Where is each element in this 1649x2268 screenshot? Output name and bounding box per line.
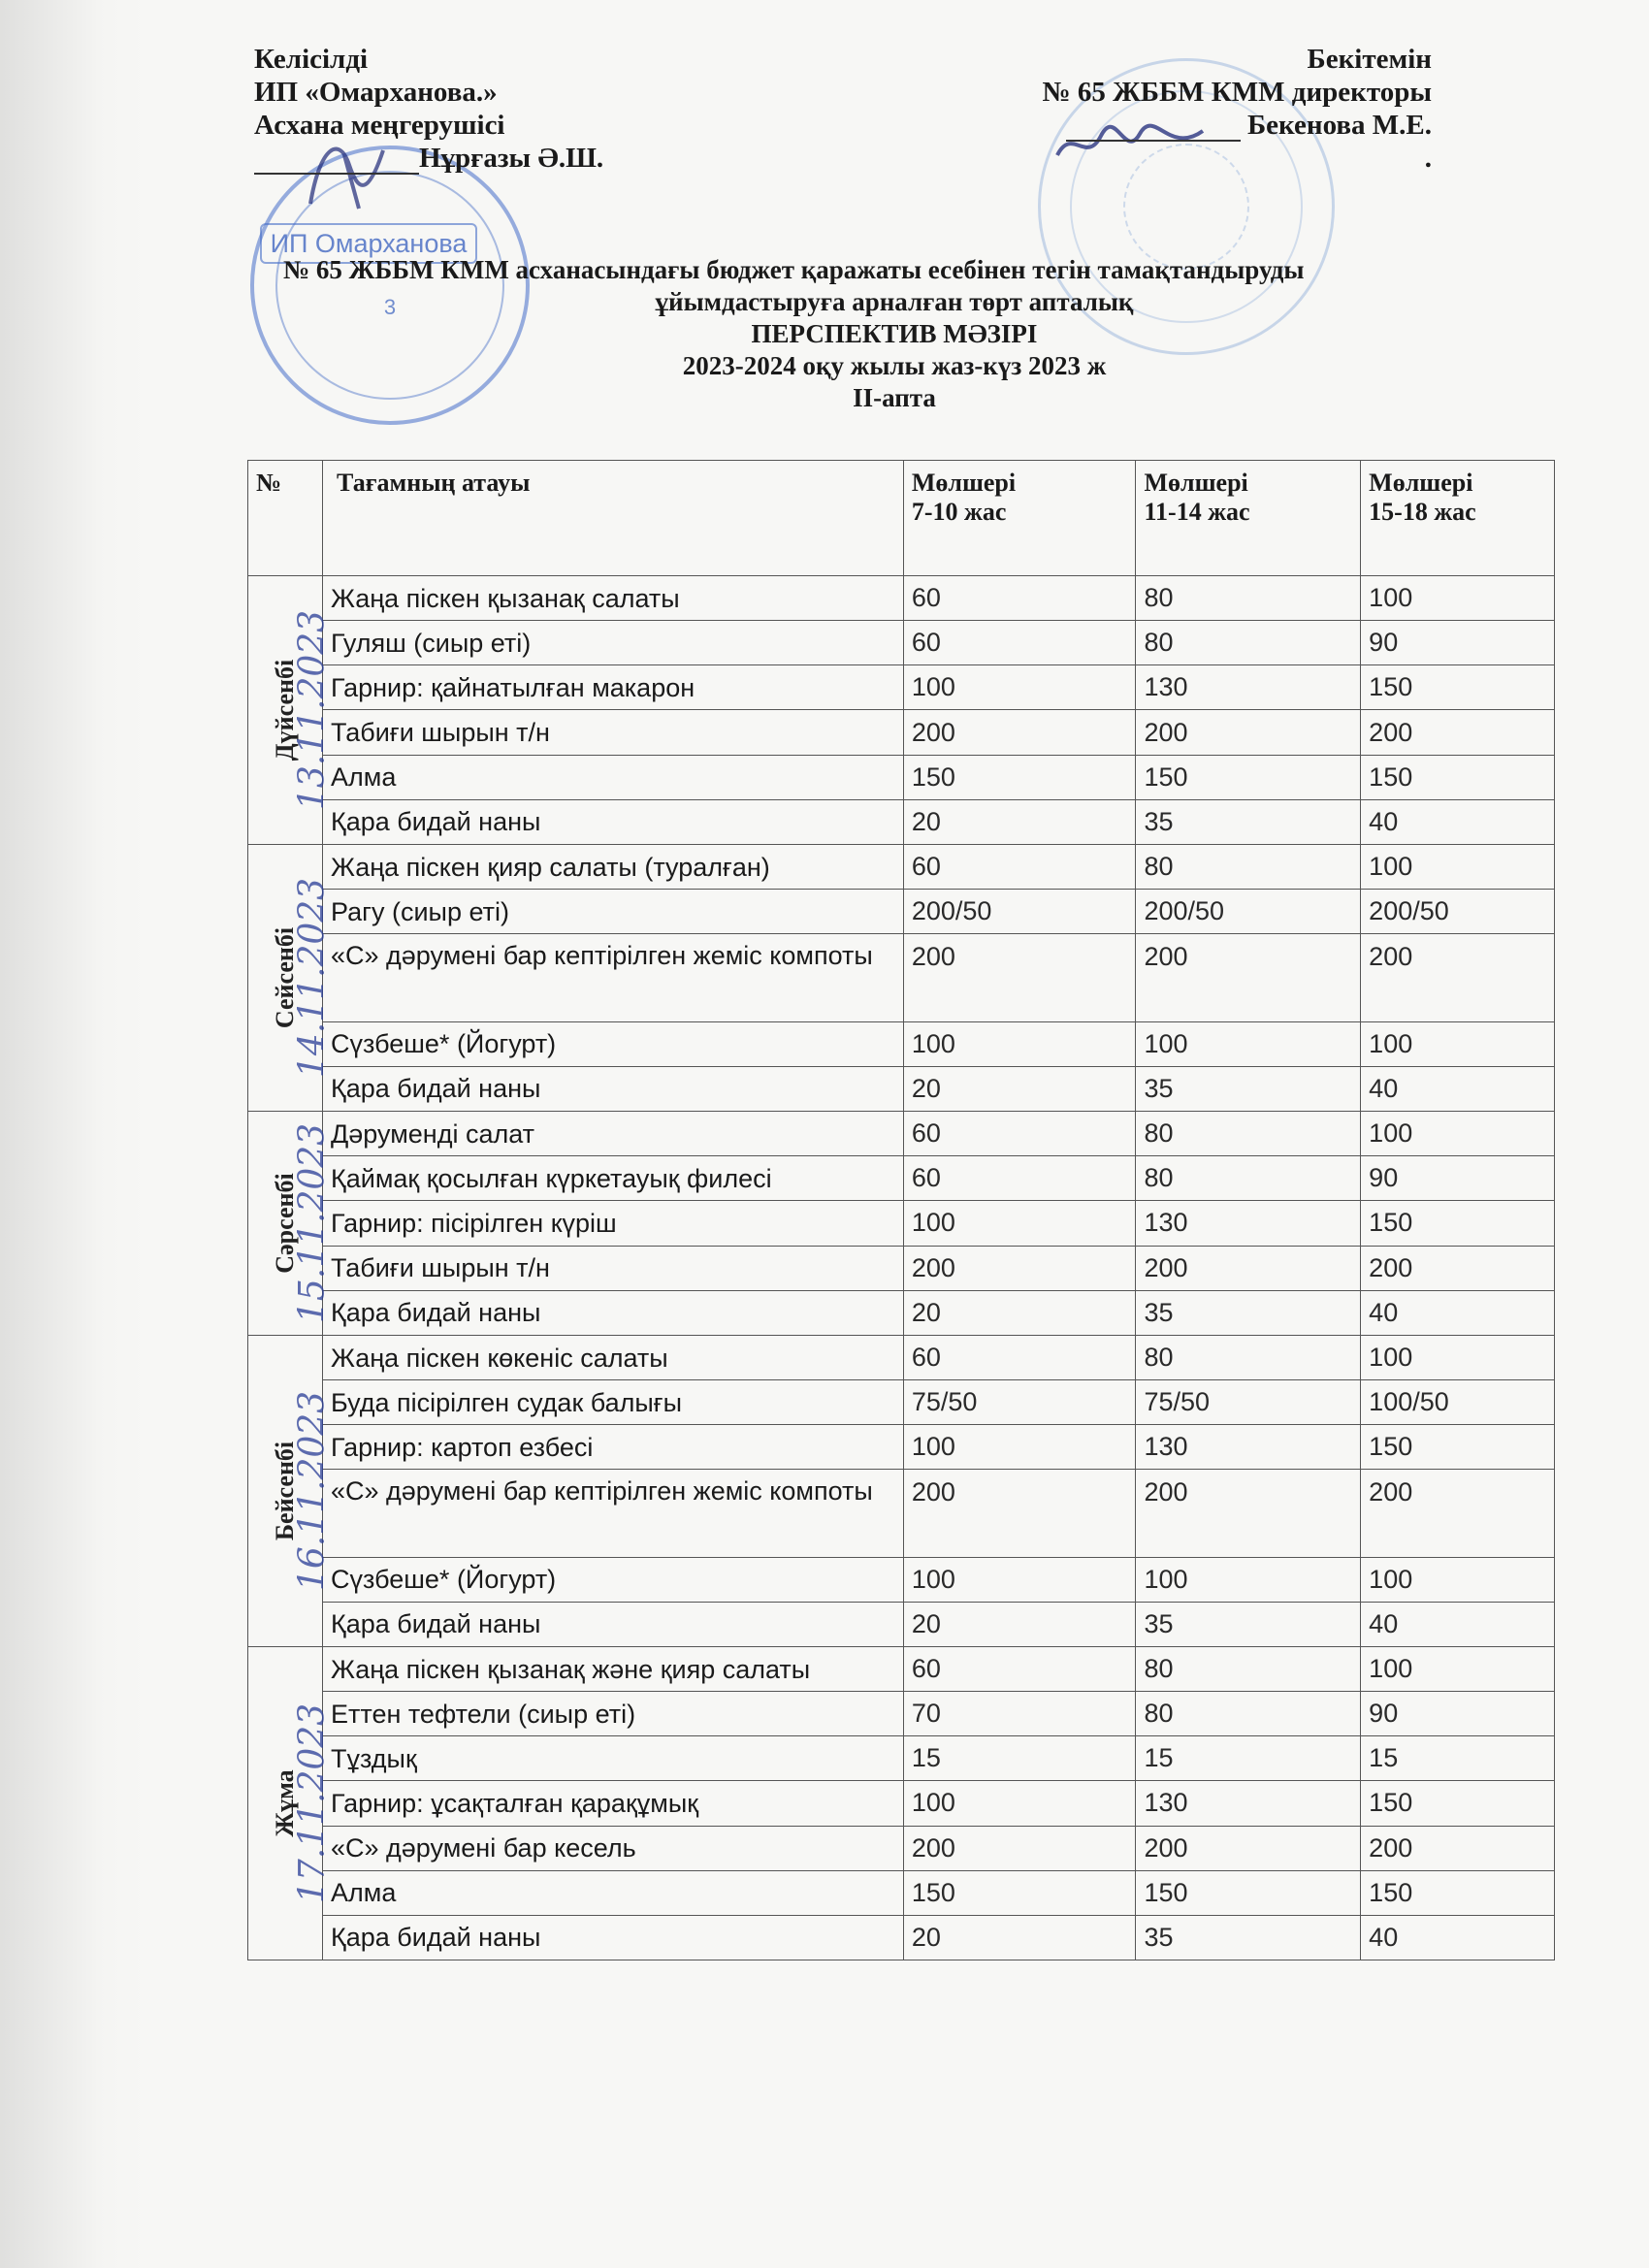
table-row: [248, 1246, 1555, 1290]
portion-15-18: 150: [1361, 1870, 1555, 1915]
portion-11-14: 80: [1136, 621, 1361, 665]
portion-11-14: 200: [1136, 1470, 1361, 1558]
day-date-handwritten: 13.11.2023: [292, 609, 333, 811]
company-name: ИП «Омарханова.»: [254, 77, 498, 108]
day-date-handwritten: 14.11.2023: [292, 877, 333, 1079]
table-row: [248, 1870, 1555, 1915]
dish-name: Рагу (сиыр еті): [323, 890, 904, 934]
dish-name: «С» дәрумені бар кептірілген жеміс компоты: [323, 934, 904, 1022]
portion-15-18: 40: [1361, 1290, 1555, 1335]
dish-name: Гарнир: қайнатылған макарон: [323, 665, 904, 710]
portion-15-18: 90: [1361, 1156, 1555, 1201]
dish-name: Гуляш (сиыр еті): [323, 621, 904, 665]
dish-name: «С» дәрумені бар кептірілген жеміс компоты: [323, 1470, 904, 1558]
portion-15-18: 200: [1361, 1246, 1555, 1290]
portion-7-10: 200: [903, 1826, 1136, 1870]
dish-name: Жаңа піскен қызанақ салаты: [323, 576, 904, 621]
table-row: [248, 1602, 1555, 1646]
day-cell-wrap: [248, 845, 333, 1111]
table-row: [248, 1112, 1555, 1156]
portion-11-14: 35: [1136, 1290, 1361, 1335]
portion-7-10: 20: [903, 1066, 1136, 1111]
portion-11-14: 80: [1136, 1692, 1361, 1736]
approve-label: Бекітемін: [1307, 44, 1432, 75]
signer-name: Нұрғазы Ә.Ш.: [419, 143, 604, 174]
dish-name: Қара бидай наны: [323, 1066, 904, 1111]
table-row: [248, 755, 1555, 799]
table-row: [248, 1470, 1555, 1558]
portion-11-14: 35: [1136, 1602, 1361, 1646]
portion-7-10: 200: [903, 934, 1136, 1022]
day-cell: [248, 1112, 333, 1336]
portion-7-10: 60: [903, 1156, 1136, 1201]
day-date-handwritten: 16.11.2023: [292, 1390, 333, 1592]
header-num: №: [248, 461, 323, 576]
day-cell: [248, 576, 333, 845]
portion-15-18: 200: [1361, 934, 1555, 1022]
portion-11-14: 35: [1136, 1066, 1361, 1111]
title-line-3: ПЕРСПЕКТИВ МӘЗІРІ: [751, 319, 1038, 348]
portion-11-14: 35: [1136, 1915, 1361, 1960]
dish-name: Дәруменді салат: [323, 1112, 904, 1156]
table-row: [248, 1692, 1555, 1736]
portion-15-18: 200/50: [1361, 890, 1555, 934]
dish-name: Еттен тефтели (сиыр еті): [323, 1692, 904, 1736]
table-row: [248, 665, 1555, 710]
portion-11-14: 130: [1136, 1425, 1361, 1470]
table-row: [248, 799, 1555, 844]
portion-7-10: 100: [903, 665, 1136, 710]
portion-15-18: 100: [1361, 1336, 1555, 1380]
portion-7-10: 15: [903, 1736, 1136, 1781]
dish-name: Сүзбеше* (Йогурт): [323, 1021, 904, 1066]
header-age-11-14: [1136, 461, 1361, 576]
day-cell-wrap: [248, 576, 333, 844]
director-title: № 65 ЖББМ КММ директоры: [1042, 77, 1432, 108]
header-age-7-10: [903, 461, 1136, 576]
portion-7-10: 20: [903, 1602, 1136, 1646]
day-cell-wrap: [248, 1647, 333, 1960]
table-row: [248, 1380, 1555, 1425]
title-line-4: 2023-2024 оқу жылы жаз-күз 2023 ж: [682, 351, 1107, 380]
table-row: [248, 890, 1555, 934]
portion-15-18: 90: [1361, 1692, 1555, 1736]
portion-7-10: 60: [903, 1112, 1136, 1156]
portion-11-14: 80: [1136, 1112, 1361, 1156]
portion-11-14: 130: [1136, 1781, 1361, 1826]
director-name: Бекенова М.Е.: [1246, 110, 1432, 141]
table-row: [248, 1826, 1555, 1870]
header-dish-name: [323, 461, 904, 576]
portion-15-18: 100/50: [1361, 1380, 1555, 1425]
dish-name: Жаңа піскен көкеніс салаты: [323, 1336, 904, 1380]
portion-15-18: 100: [1361, 845, 1555, 890]
portion-11-14: 80: [1136, 1336, 1361, 1380]
portion-15-18: 200: [1361, 1826, 1555, 1870]
signature-underline: [1066, 118, 1241, 142]
portion-15-18: 40: [1361, 799, 1555, 844]
signature-underline: [254, 151, 419, 175]
table-row: [248, 1201, 1555, 1246]
table-row: [248, 845, 1555, 890]
portion-15-18: 200: [1361, 1470, 1555, 1558]
dish-name: Табиғи шырын т/н: [323, 1246, 904, 1290]
table-row: [248, 1781, 1555, 1826]
dish-name: Гарнир: картоп езбесі: [323, 1425, 904, 1470]
day-cell: [248, 1336, 333, 1647]
dish-name: Сүзбеше* (Йогурт): [323, 1557, 904, 1602]
portion-7-10: 60: [903, 1336, 1136, 1380]
header-portion-label: Мөлшері: [1369, 469, 1473, 497]
approval-block-right: [1042, 43, 1432, 175]
portion-11-14: 150: [1136, 755, 1361, 799]
scan-shadow: [0, 0, 146, 2268]
director-line: [1042, 109, 1432, 142]
day-date-handwritten: 17.11.2023: [292, 1702, 333, 1904]
portion-7-10: 200/50: [903, 890, 1136, 934]
stamp-number: 3: [383, 295, 397, 319]
portion-7-10: 60: [903, 576, 1136, 621]
dish-name: Гарнир: ұсақталған қарақұмық: [323, 1781, 904, 1826]
approval-block-left: [254, 43, 603, 175]
day-name: Бейсенбі: [271, 1441, 299, 1541]
portion-15-18: 100: [1361, 1557, 1555, 1602]
header-portion-label: Мөлшері: [1144, 469, 1248, 497]
portion-15-18: 40: [1361, 1602, 1555, 1646]
portion-7-10: 20: [903, 799, 1136, 844]
header-dish-name-text: Тағамның атауы: [337, 469, 531, 497]
day-name: Сәрсенбі: [271, 1173, 299, 1274]
portion-7-10: 75/50: [903, 1380, 1136, 1425]
table-header-row: [248, 461, 1555, 576]
header-age-15-18: [1361, 461, 1555, 576]
header-portion-label: Мөлшері: [911, 469, 1017, 497]
table-row: [248, 1066, 1555, 1111]
table-row: [248, 1557, 1555, 1602]
table-row: [248, 710, 1555, 755]
portion-7-10: 200: [903, 710, 1136, 755]
table-row: [248, 934, 1555, 1022]
portion-15-18: 100: [1361, 1112, 1555, 1156]
agreed-label: Келісілді: [254, 44, 369, 75]
portion-15-18: 40: [1361, 1915, 1555, 1960]
dish-name: Буда пісірілген судак балығы: [323, 1380, 904, 1425]
portion-7-10: 100: [903, 1557, 1136, 1602]
dish-name: Алма: [323, 1870, 904, 1915]
dish-name: Жаңа піскен қияр салаты (туралған): [323, 845, 904, 890]
table-row: [248, 1736, 1555, 1781]
table-row: [248, 1425, 1555, 1470]
portion-7-10: 60: [903, 621, 1136, 665]
day-name: Сейсенбі: [271, 926, 299, 1029]
portion-7-10: 60: [903, 1647, 1136, 1692]
portion-15-18: 90: [1361, 621, 1555, 665]
portion-11-14: 100: [1136, 1021, 1361, 1066]
table-row: [248, 1915, 1555, 1960]
portion-11-14: 80: [1136, 576, 1361, 621]
portion-15-18: 150: [1361, 665, 1555, 710]
portion-7-10: 60: [903, 845, 1136, 890]
portion-7-10: 70: [903, 1692, 1136, 1736]
portion-11-14: 80: [1136, 845, 1361, 890]
table-row: [248, 1647, 1555, 1692]
portion-11-14: 200/50: [1136, 890, 1361, 934]
dish-name: Қара бидай наны: [323, 1915, 904, 1960]
portion-11-14: 200: [1136, 1826, 1361, 1870]
portion-11-14: 200: [1136, 710, 1361, 755]
header-age-range: 7-10 жас: [911, 498, 1007, 526]
portion-15-18: 15: [1361, 1736, 1555, 1781]
portion-7-10: 20: [903, 1915, 1136, 1960]
portion-7-10: 100: [903, 1021, 1136, 1066]
dish-name: Гарнир: пісірілген күріш: [323, 1201, 904, 1246]
dish-name: Табиғи шырын т/н: [323, 710, 904, 755]
table-row: [248, 576, 1555, 621]
portion-11-14: 130: [1136, 1201, 1361, 1246]
dish-name: Алма: [323, 755, 904, 799]
day-cell: [248, 1647, 333, 1960]
menu-table-body: [248, 576, 1555, 1960]
signer-line: [254, 142, 603, 175]
day-cell-wrap: [248, 1336, 333, 1646]
portion-11-14: 200: [1136, 1246, 1361, 1290]
table-row: [248, 1336, 1555, 1380]
day-date-handwritten: 15.11.2023: [292, 1122, 333, 1324]
portion-7-10: 100: [903, 1201, 1136, 1246]
title-line-1: № 65 ЖББМ КММ асханасындағы бюджет қаражаты есебінен тегін тамақтандыруды: [283, 255, 1305, 284]
portion-11-14: 80: [1136, 1647, 1361, 1692]
portion-15-18: 100: [1361, 1021, 1555, 1066]
day-cell: [248, 845, 333, 1112]
header-age-range: 15-18 жас: [1369, 498, 1476, 526]
portion-11-14: 75/50: [1136, 1380, 1361, 1425]
table-row: [248, 1156, 1555, 1201]
title-line-5: II-апта: [853, 383, 936, 412]
table-row: [248, 621, 1555, 665]
portion-15-18: 150: [1361, 755, 1555, 799]
day-name: Жұма: [271, 1769, 299, 1837]
dish-name: Тұздық: [323, 1736, 904, 1781]
portion-7-10: 150: [903, 1870, 1136, 1915]
dish-name: «С» дәрумені бар кесель: [323, 1826, 904, 1870]
table-row: [248, 1021, 1555, 1066]
title-line-2: ұйымдастыруға арналған төрт апталық: [655, 287, 1134, 316]
portion-7-10: 150: [903, 755, 1136, 799]
portion-15-18: 40: [1361, 1066, 1555, 1111]
portion-15-18: 200: [1361, 710, 1555, 755]
dish-name: Жаңа піскен қызанақ және қияр салаты: [323, 1647, 904, 1692]
portion-11-14: 80: [1136, 1156, 1361, 1201]
table-row: [248, 1290, 1555, 1335]
header-age-range: 11-14 жас: [1144, 498, 1250, 526]
portion-7-10: 200: [903, 1470, 1136, 1558]
portion-7-10: 100: [903, 1781, 1136, 1826]
dish-name: Қара бидай наны: [323, 1290, 904, 1335]
menu-table: [247, 460, 1555, 1960]
portion-11-14: 35: [1136, 799, 1361, 844]
document-title: [254, 254, 1535, 414]
portion-11-14: 200: [1136, 934, 1361, 1022]
dish-name: Қаймақ қосылған күркетауық филесі: [323, 1156, 904, 1201]
portion-11-14: 100: [1136, 1557, 1361, 1602]
portion-15-18: 150: [1361, 1781, 1555, 1826]
dish-name: Қара бидай наны: [323, 1602, 904, 1646]
portion-15-18: 100: [1361, 1647, 1555, 1692]
portion-11-14: 150: [1136, 1870, 1361, 1915]
portion-11-14: 15: [1136, 1736, 1361, 1781]
portion-7-10: 100: [903, 1425, 1136, 1470]
portion-15-18: 150: [1361, 1201, 1555, 1246]
dish-name: Қара бидай наны: [323, 799, 904, 844]
day-name: Дүйсенбі: [271, 659, 299, 761]
stamp-label: ИП Омарханова: [260, 223, 477, 264]
portion-11-14: 130: [1136, 665, 1361, 710]
day-cell-wrap: [248, 1112, 333, 1335]
portion-15-18: 100: [1361, 576, 1555, 621]
portion-7-10: 200: [903, 1246, 1136, 1290]
position-label: Асхана меңгерушісі: [254, 110, 505, 141]
header-dot: .: [1424, 143, 1432, 174]
portion-15-18: 150: [1361, 1425, 1555, 1470]
portion-7-10: 20: [903, 1290, 1136, 1335]
